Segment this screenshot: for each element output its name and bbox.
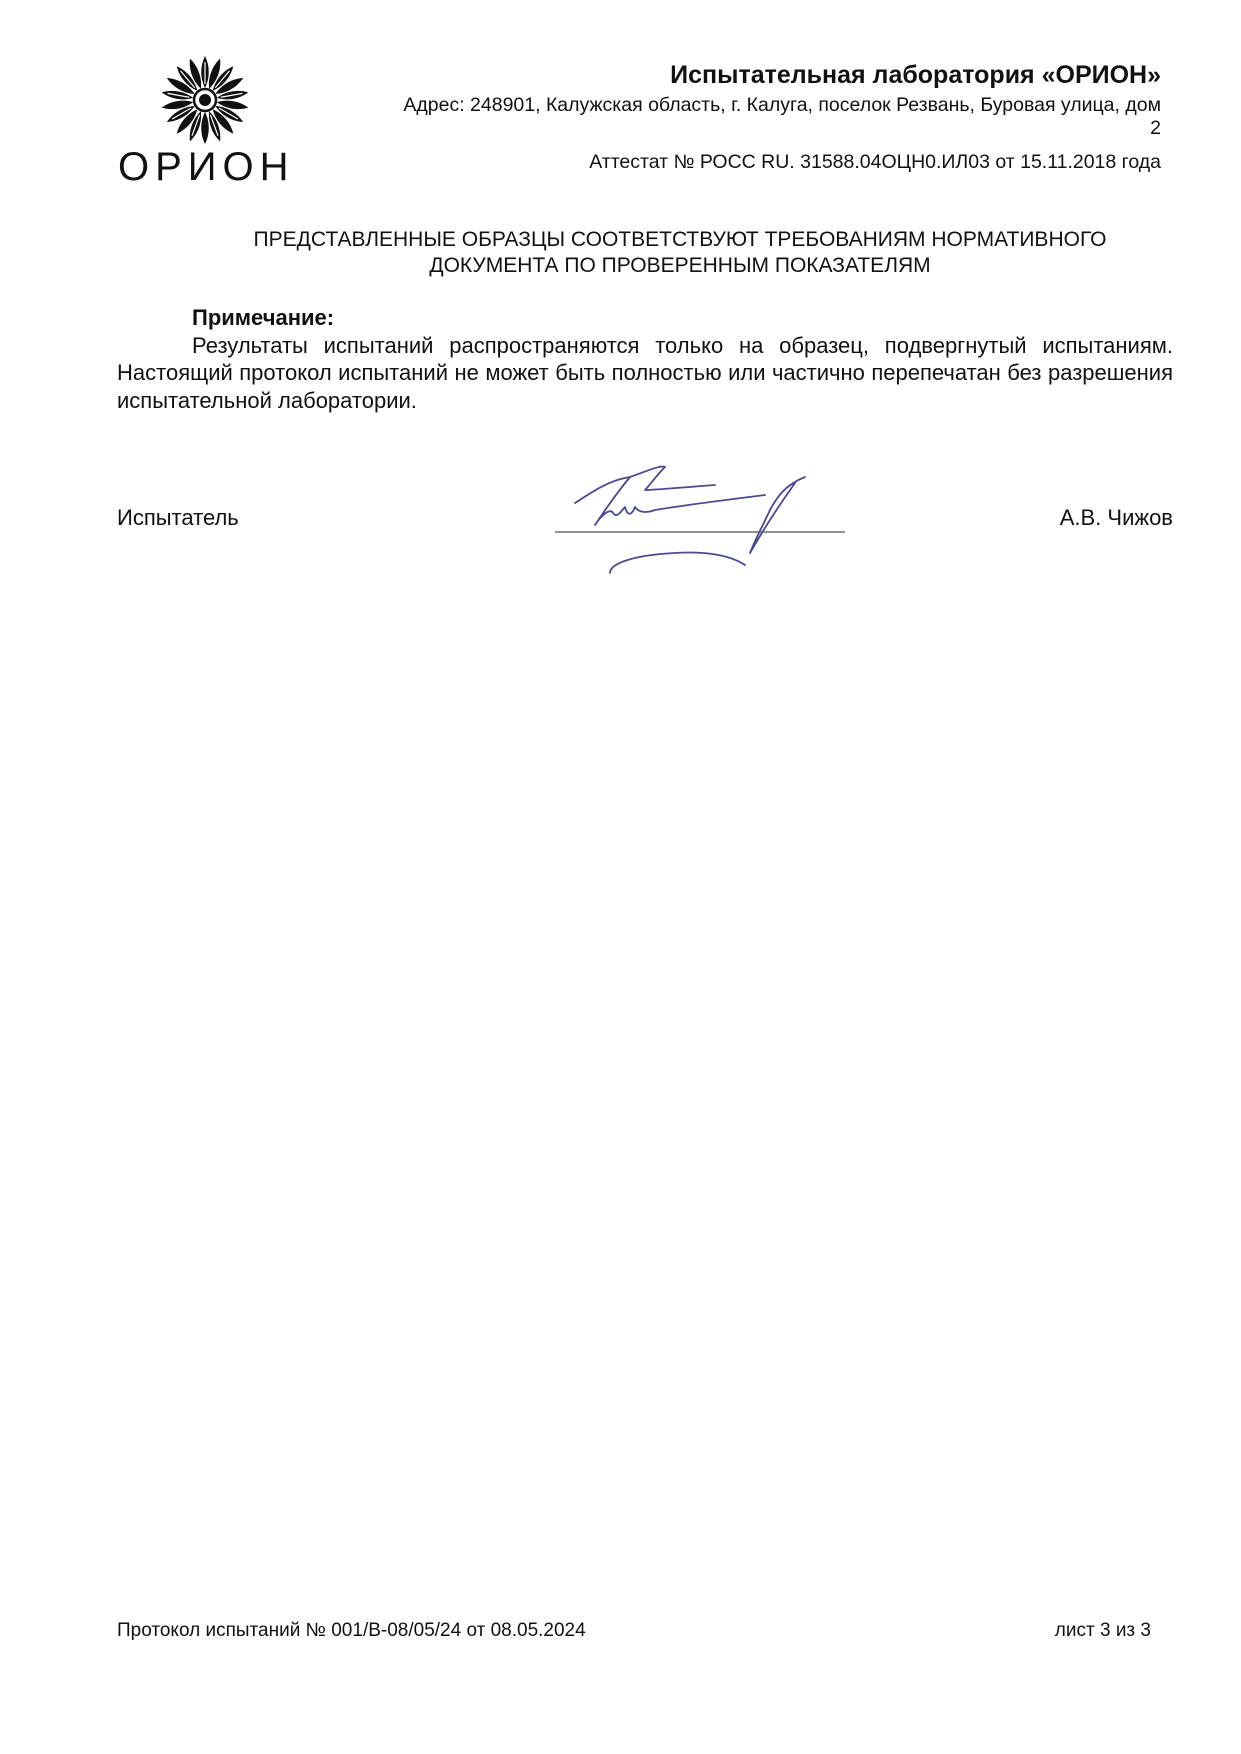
certificate-line: Аттестат № РОСС RU. 31588.04ОЦН0.ИЛ03 от 15.11.2018 года <box>589 150 1161 173</box>
orion-logo <box>118 55 293 190</box>
conclusion <box>200 227 1160 280</box>
footer-page-number: лист 3 из 3 <box>1054 1620 1151 1641</box>
page-footer <box>117 1620 1151 1650</box>
note-title: Примечание: <box>192 305 335 330</box>
note-text: Результаты испытаний распространяются только на образец, подвергнутый испытаниям. Настоящий протокол испытаний не может быть полностью или частично перепечатан без разрешения испытательной лаборатории. <box>117 332 1173 413</box>
tester-role: Испытатель <box>117 505 239 530</box>
address-line: Адрес: 248901, Калужская область, г. Калуга, поселок Резвань, Буровая улица, дом <box>403 94 1161 116</box>
handwritten-signature <box>555 455 845 580</box>
logo-wordmark: ОРИОН <box>118 145 295 189</box>
lab-title: Испытательная лаборатория «ОРИОН» <box>670 61 1161 89</box>
signature-stroke <box>575 467 805 573</box>
note-section <box>117 304 1173 414</box>
sun-flower-icon <box>118 55 293 145</box>
lab-header <box>311 60 1161 174</box>
address-line-continuation: 2 <box>1150 117 1161 140</box>
tester-name: А.В. Чижов <box>1059 505 1173 530</box>
conclusion-line: ДОКУМЕНТА ПО ПРОВЕРЕННЫМ ПОКАЗАТЕЛЯМ <box>429 254 931 278</box>
conclusion-line: ПРЕДСТАВЛЕННЫЕ ОБРАЗЦЫ СООТВЕТСТВУЮТ ТРЕБОВАНИЯМ НОРМАТИВНОГО <box>253 228 1107 251</box>
footer-protocol-number: Протокол испытаний № 001/В-08/05/24 от 08.05.2024 <box>117 1620 586 1641</box>
